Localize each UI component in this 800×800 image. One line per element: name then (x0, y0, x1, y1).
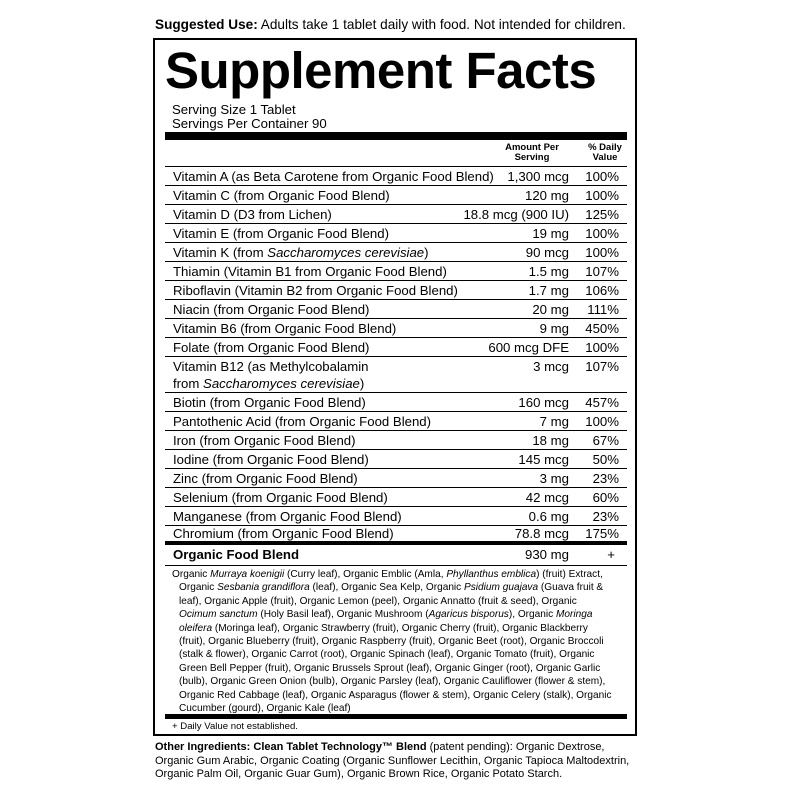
header-amount-line1: Amount Per (505, 142, 559, 153)
ingredient-line (172, 689, 622, 702)
nutrient-row (165, 319, 627, 338)
header-amount-line2: Serving (514, 152, 550, 163)
nutrient-name-line1: Vitamin B12 (as Methylcobalamin (173, 359, 369, 374)
nutrient-dv: 100% (585, 340, 619, 355)
ingredient-text: (Curry leaf), Organic Emblic (Amla, (284, 569, 447, 580)
nutrient-dv: 125% (585, 207, 619, 222)
nutrient-dv: 100% (585, 169, 619, 184)
suggested-use (155, 16, 655, 34)
nutrient-dv: 111% (587, 302, 619, 317)
nutrient-row (165, 524, 627, 541)
nutrient-dv: 60% (592, 490, 619, 505)
ingredient-species: Psidium guajava (464, 582, 539, 594)
other-ingredients-line: Organic Palm Oil, Organic Guar Gum), Organic Brown Rice, Organic Potato Starch. (155, 768, 563, 781)
nutrient-dv: 100% (585, 188, 619, 203)
nutrient-name: Niacin (from Organic Food Blend) (173, 302, 370, 317)
nutrient-row (165, 469, 627, 488)
nutrient-name: Thiamin (Vitamin B1 from Organic Food Blend) (173, 264, 447, 279)
nutrient-dv: 450% (585, 321, 619, 336)
nutrient-name-species: Saccharomyces cerevisiae (267, 245, 425, 260)
ingredient-line (172, 675, 622, 688)
ingredient-species: Phyllanthus emblica (446, 569, 537, 580)
nutrient-row (165, 243, 627, 262)
nutrient-name-species: Saccharomyces cerevisiae (203, 376, 360, 391)
thick-divider-bottom (165, 714, 627, 719)
nutrient-amount: 160 mcg (518, 395, 569, 410)
header-dv-line2: Value (592, 152, 618, 163)
nutrient-amount: 120 mg (525, 188, 569, 203)
blend-dv: + (607, 547, 615, 562)
nutrient-name-part: Vitamin K (from (173, 245, 268, 260)
ingredient-text: ), Organic (508, 609, 556, 621)
nutrient-name: Vitamin D (D3 from Lichen) (173, 207, 332, 222)
ingredient-line (172, 581, 622, 594)
nutrient-dv: 106% (585, 283, 619, 298)
ingredient-species: Moringa (555, 609, 593, 621)
ingredient-text: Organic (179, 582, 218, 594)
ingredient-text: (stalk & flower), Organic Carrot (root), Organic Spinach (leaf), Organic Tomato (fruit), Organic (179, 649, 595, 661)
ingredient-line (172, 595, 622, 608)
nutrient-dv: 175% (585, 526, 619, 541)
ingredient-text: (fruit), Organic Blueberry (fruit), Organic Raspberry (fruit), Organic Beet (root), Organic Broccoli (179, 636, 604, 648)
blend-name: Organic Food Blend (173, 547, 300, 562)
nutrient-name: Folate (from Organic Food Blend) (173, 340, 370, 355)
nutrient-amount: 1.5 mg (528, 264, 569, 279)
nutrient-amount: 78.8 mcg (514, 526, 569, 541)
nutrient-amount: 18.8 mcg (900 IU) (463, 207, 569, 222)
ingredient-species: Murraya koenigii (210, 569, 285, 580)
nutrient-row (165, 205, 627, 224)
nutrient-dv: 107% (585, 264, 619, 279)
nutrient-name: Vitamin A (as Beta Carotene from Organic Food Blend) (173, 169, 494, 184)
nutrient-row (165, 224, 627, 243)
nutrient-dv: 107% (585, 359, 619, 374)
ingredient-text: (Holy Basil leaf), Organic Mushroom ( (257, 609, 429, 621)
nutrient-amount: 3 mg (539, 471, 569, 486)
nutrient-amount: 42 mcg (525, 490, 569, 505)
footnote: + Daily Value not established. (172, 721, 298, 732)
nutrient-amount: 3 mcg (533, 359, 569, 374)
nutrient-row (165, 431, 627, 450)
ingredient-line (172, 568, 622, 581)
ingredient-text: Organic (172, 569, 211, 580)
ingredient-text: leaf), Organic Apple (fruit), Organic Lemon (peel), Organic Annatto (fruit & seed), Organic (179, 595, 577, 607)
ingredient-species: oleifera (179, 622, 213, 634)
nutrient-amount: 1.7 mg (528, 283, 569, 298)
other-ingredients-line (155, 741, 635, 755)
nutrient-amount: 19 mg (532, 226, 569, 241)
nutrient-dv: 50% (592, 452, 619, 467)
nutrient-amount: 90 mcg (525, 245, 569, 260)
nutrient-name: Vitamin E (from Organic Food Blend) (173, 226, 389, 241)
nutrient-dv: 100% (585, 226, 619, 241)
nutrient-row (165, 167, 627, 186)
nutrient-name: Vitamin B6 (from Organic Food Blend) (173, 321, 397, 336)
nutrient-row (165, 450, 627, 469)
ingredient-line (172, 622, 622, 635)
ingredient-species: Ocimum sanctum (179, 609, 258, 621)
nutrient-name: Riboflavin (Vitamin B2 from Organic Food Blend) (173, 283, 458, 298)
ingredient-text: Green Bell Pepper (fruit), Organic Brussels Sprout (leaf), Organic Ginger (root), Organic Garlic (179, 662, 601, 674)
ingredient-text: Cucumber (gourd), Organic Kale (leaf) (179, 703, 351, 715)
header-dv-line1: % Daily (588, 142, 622, 153)
nutrient-name: Iodine (from Organic Food Blend) (173, 452, 369, 467)
nutrient-amount: 18 mg (532, 433, 569, 448)
nutrient-dv: 23% (592, 509, 619, 524)
nutrient-amount: 20 mg (532, 302, 569, 317)
nutrient-dv: 67% (592, 433, 619, 448)
ingredient-text: Organic Red Cabbage (leaf), Organic Asparagus (flower & stem), Organic Celery (stalk), Organic (179, 689, 612, 701)
nutrient-name: Chromium (from Organic Food Blend) (173, 526, 394, 541)
other-ingredients-line: Organic Gum Arabic, Organic Coating (Organic Sunflower Lecithin, Organic Tapioca Maltodextrin, (155, 754, 630, 767)
nutrient-name: Manganese (from Organic Food Blend) (173, 509, 402, 524)
nutrient-name: Iron (from Organic Food Blend) (173, 433, 356, 448)
servings-per-container: Servings Per Container 90 (172, 116, 327, 131)
nutrient-name: Biotin (from Organic Food Blend) (173, 395, 366, 410)
nutrient-row (165, 186, 627, 205)
ingredient-line (172, 662, 622, 675)
other-ingredients-label: Other Ingredients: Clean Tablet Technology™ Blend (155, 741, 427, 753)
nutrient-dv: 23% (592, 471, 619, 486)
ingredient-text: (Moringa leaf), Organic Strawberry (fruit), Organic Cherry (fruit), Organic Blackberry (212, 622, 588, 634)
ingredient-line (172, 648, 622, 661)
blend-amount: 930 mg (525, 547, 569, 562)
suggested-use-label: Suggested Use: (155, 17, 258, 32)
nutrient-name (173, 244, 429, 261)
panel-title: Supplement Facts (165, 42, 597, 99)
nutrient-row (165, 300, 627, 319)
nutrient-amount: 1,300 mcg (507, 169, 569, 184)
nutrient-name-part: ) (359, 376, 365, 391)
nutrient-dv: 100% (585, 245, 619, 260)
nutrient-name: Vitamin C (from Organic Food Blend) (173, 188, 390, 203)
other-ingredients-text: (patent pending): Organic Dextrose, (426, 741, 605, 753)
nutrient-row (165, 357, 627, 393)
ingredient-line (172, 635, 622, 648)
header-amount-per-serving (499, 143, 565, 163)
ingredient-species: Sesbania grandiflora (217, 582, 310, 594)
ingredient-text: (Guava fruit & (538, 582, 604, 594)
ingredient-text: (leaf), Organic Sea Kelp, Organic (309, 582, 465, 594)
nutrient-row (165, 488, 627, 507)
header-daily-value (579, 143, 631, 163)
nutrient-row (165, 281, 627, 300)
ingredient-species: Agaricus bisporus (428, 609, 509, 621)
nutrient-row (165, 338, 627, 357)
nutrient-row (165, 412, 627, 431)
nutrient-name: Zinc (from Organic Food Blend) (173, 471, 358, 486)
serving-size: Serving Size 1 Tablet (172, 102, 296, 117)
blend-ingredients (172, 568, 622, 715)
ingredient-line (172, 608, 622, 621)
nutrient-amount: 9 mg (539, 321, 569, 336)
other-ingredients (155, 741, 635, 782)
nutrient-row (165, 393, 627, 412)
supplement-facts-panel (153, 38, 637, 736)
nutrient-row (165, 262, 627, 281)
nutrient-amount: 145 mcg (518, 452, 569, 467)
nutrient-name (173, 358, 368, 392)
nutrient-name-part: from (173, 376, 204, 391)
thick-divider-top (165, 132, 627, 140)
ingredient-text: (bulb), Organic Green Onion (bulb), Organic Parsley (leaf), Organic Cauliflower (flower & stem), (179, 676, 606, 688)
nutrient-amount: 0.6 mg (528, 509, 569, 524)
ingredient-text: ) (fruit) Extract, (536, 569, 603, 580)
nutrient-name: Selenium (from Organic Food Blend) (173, 490, 388, 505)
nutrient-dv: 100% (585, 414, 619, 429)
nutrient-dv: 457% (585, 395, 619, 410)
nutrient-name: Pantothenic Acid (from Organic Food Blend) (173, 414, 432, 429)
suggested-use-text: Adults take 1 tablet daily with food. Not intended for children. (257, 17, 626, 32)
nutrient-name-part: ) (424, 245, 429, 260)
nutrient-amount: 600 mcg DFE (488, 340, 569, 355)
nutrient-amount: 7 mg (539, 414, 569, 429)
blend-row (165, 545, 627, 566)
